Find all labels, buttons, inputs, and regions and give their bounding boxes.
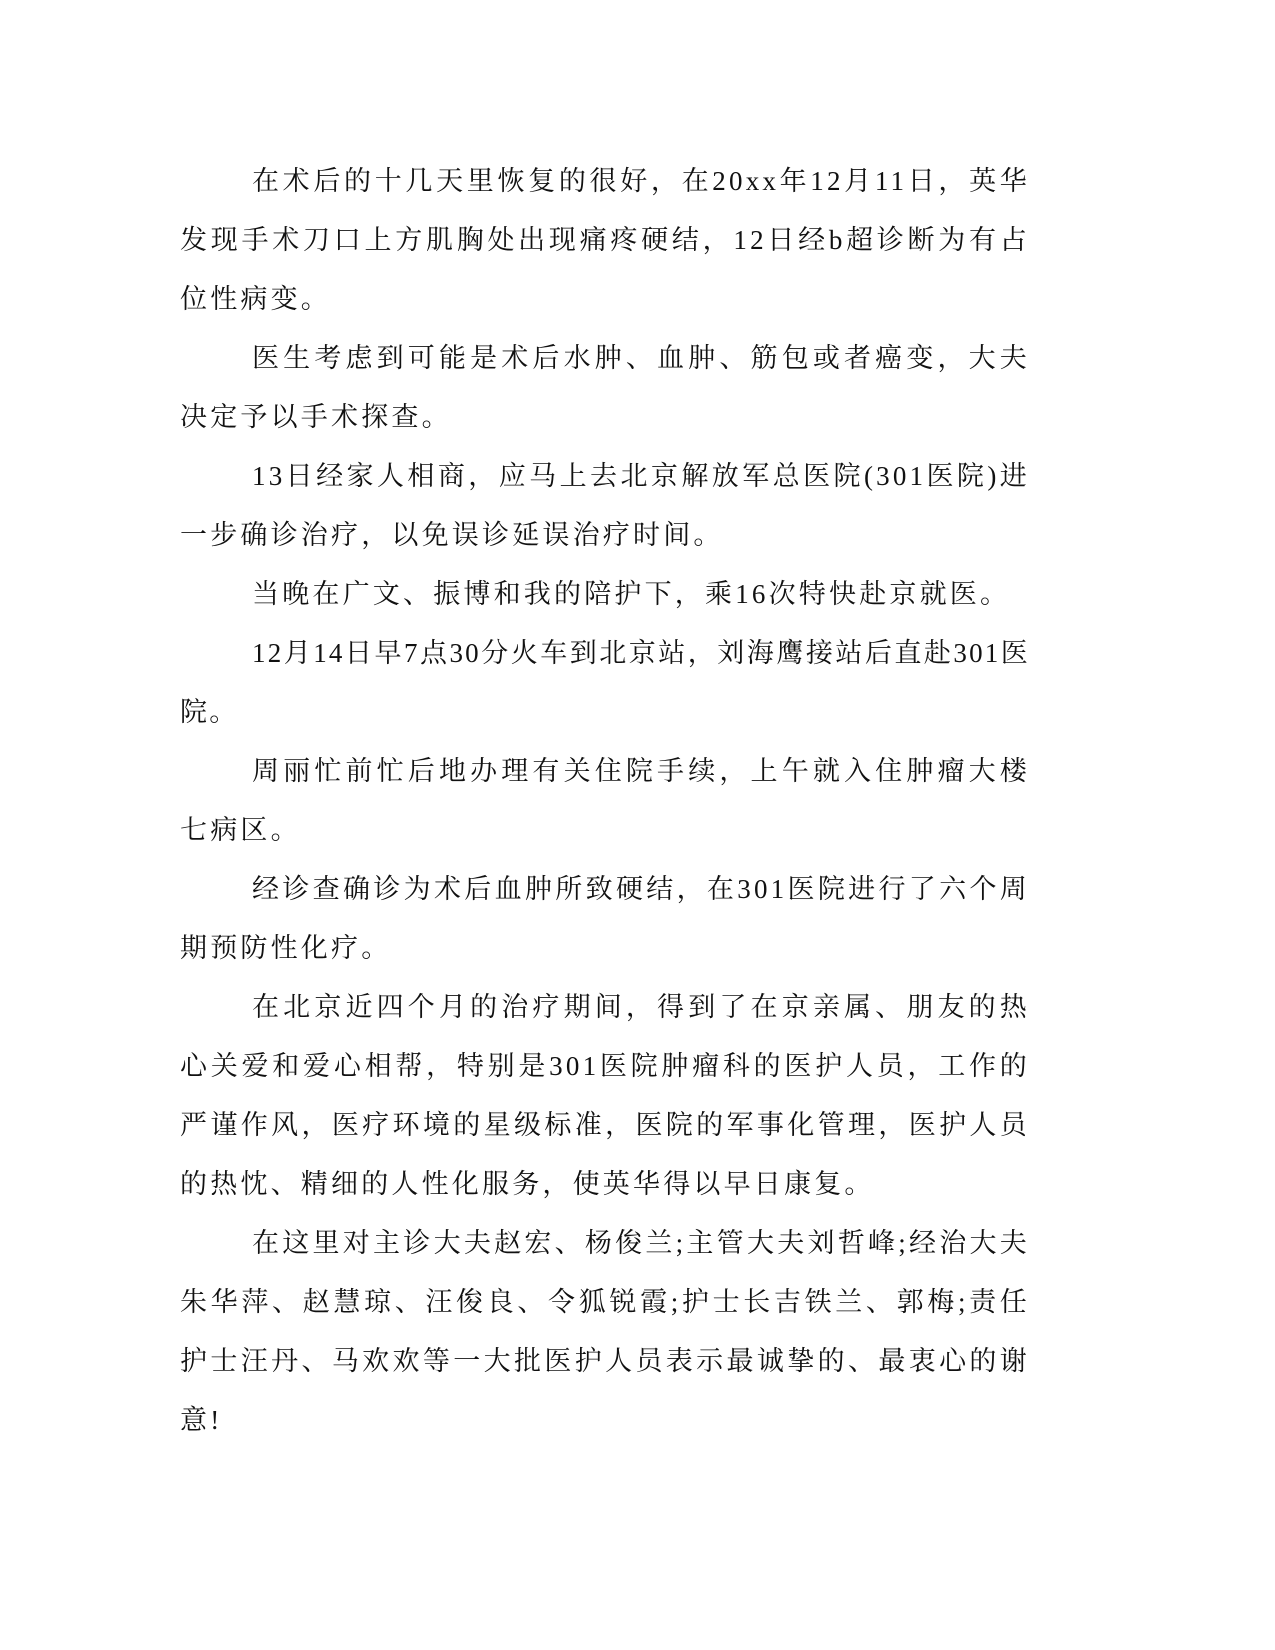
document-body bbox=[180, 152, 1030, 1450]
paragraph: 在术后的十几天里恢复的很好，在20xx年12月11日，英华发现手术刀口上方肌胸处出现痛疼硬结，12日经b超诊断为有占位性病变。 bbox=[180, 166, 1030, 314]
paragraph: 13日经家人相商，应马上去北京解放军总医院(301医院)进一步确诊治疗，以免误诊延误治疗时间。 bbox=[180, 461, 1030, 550]
paragraph: 在北京近四个月的治疗期间，得到了在京亲属、朋友的热心关爱和爱心相帮，特别是301医院肿瘤科的医护人员，工作的严谨作风，医疗环境的星级标准，医院的军事化管理，医护人员的热忱、精细的人性化服务，使英华得以早日康复。 bbox=[180, 992, 1030, 1199]
paragraph: 医生考虑到可能是术后水肿、血肿、筋包或者癌变，大夫决定予以手术探查。 bbox=[180, 343, 1030, 432]
paragraph: 当晚在广文、振博和我的陪护下，乘16次特快赴京就医。 bbox=[252, 579, 1011, 609]
paragraph: 周丽忙前忙后地办理有关住院手续，上午就入住肿瘤大楼七病区。 bbox=[180, 756, 1030, 845]
paragraph: 在这里对主诊大夫赵宏、杨俊兰;主管大夫刘哲峰;经治大夫朱华萍、赵慧琼、汪俊良、令狐锐霞;护士长吉铁兰、郭梅;责任护士汪丹、马欢欢等一大批医护人员表示最诚挚的、最衷心的谢意! bbox=[180, 1228, 1030, 1435]
paragraph: 12月14日早7点30分火车到北京站，刘海鹰接站后直赴301医院。 bbox=[180, 638, 1030, 727]
paragraph: 经诊查确诊为术后血肿所致硬结，在301医院进行了六个周期预防性化疗。 bbox=[180, 874, 1030, 963]
